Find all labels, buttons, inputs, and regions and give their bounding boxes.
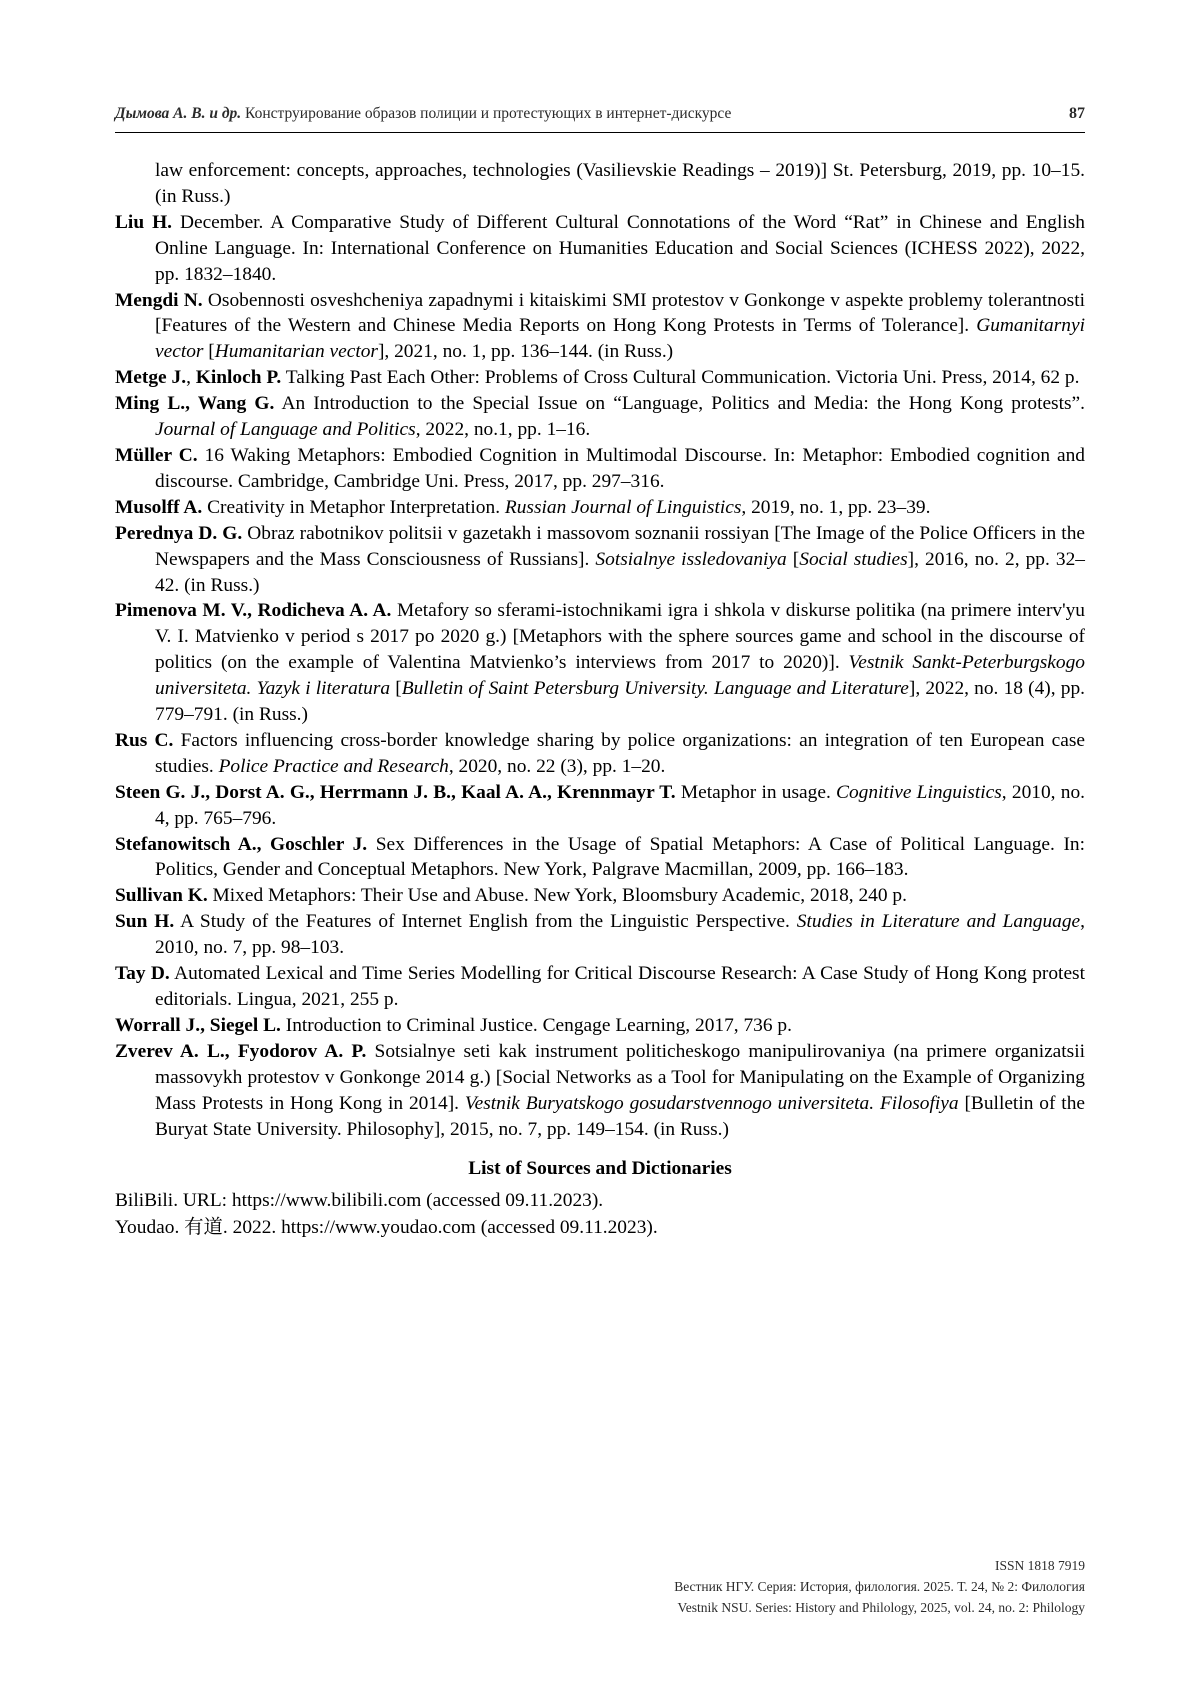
reference-text-run: Police Practice and Research — [218, 755, 449, 777]
reference-entries — [115, 158, 1085, 1142]
reference-entry — [115, 210, 1085, 288]
reference-entry — [115, 288, 1085, 366]
reference-text-run: Mengdi N. — [115, 289, 203, 311]
reference-text-run: Social studies — [799, 548, 908, 570]
reference-entry — [115, 883, 1085, 909]
running-head — [115, 105, 731, 123]
reference-text-run: Cognitive Linguistics — [836, 781, 1002, 803]
reference-text-run: , — [186, 367, 196, 389]
reference-text-run: Pimenova M. V., Rodicheva A. A. — [115, 600, 392, 622]
reference-entry — [115, 1013, 1085, 1039]
reference-text-run: Liu H. — [115, 211, 172, 233]
reference-text-run: 16 Waking Metaphors: Embodied Cognition in Multimodal Discourse. In: Metaphor: Embodied cognition and discourse. Cambridge, Cambridge Uni. Press, 2017, pp. 297–316. — [155, 444, 1086, 492]
reference-text-run: ], 2016, no. 2, pp. 32–42. (in Russ.) — [155, 548, 1085, 596]
reference-text-run: Gumanitarnyi vector — [155, 315, 1085, 363]
reference-text-run: Worrall J., Siegel L. — [115, 1014, 281, 1036]
reference-text-run: [Bulletin of the Buryat State University. Philosophy], 2015, no. 7, pp. 149–154. (in Russ.) — [155, 1092, 1085, 1140]
reference-text-run: , 2019, no. 1, pp. 23–39. — [741, 496, 931, 518]
references-list — [115, 158, 1085, 1241]
page-header — [115, 105, 1085, 123]
reference-entry — [115, 780, 1085, 832]
reference-text-run: Mixed Metaphors: Their Use and Abuse. New York, Bloomsbury Academic, 2018, 240 p. — [207, 885, 907, 907]
reference-entry — [115, 961, 1085, 1013]
reference-text-run: Zverev A. L., Fyodorov A. P. — [115, 1040, 367, 1062]
reference-text-run: December. A Comparative Study of Different Cultural Connotations of the Word “Rat” in Chinese and English Online Language. In: International Conference on Humanities Education and Social Sciences (ICHESS 2022), 2022, pp. 1832–1840. — [155, 211, 1085, 285]
reference-text-run: Tay D. — [115, 963, 170, 985]
reference-text-run: Talking Past Each Other: Problems of Cross Cultural Communication. Victoria Uni. Press, 2014, 62 p. — [281, 367, 1080, 389]
reference-entry — [115, 521, 1085, 599]
header-divider — [115, 132, 1085, 133]
reference-text-run: Perednya D. G. — [115, 522, 243, 544]
reference-text-run: Humanitarian vector — [214, 341, 378, 363]
reference-text-run: Ming L., Wang G. — [115, 393, 275, 415]
reference-entry — [115, 158, 1085, 210]
reference-text-run: Müller C. — [115, 444, 198, 466]
running-head-authors: Дымова А. В. и др. — [115, 105, 242, 122]
reference-text-run: Metafory so sferami-istochnikami igra i shkola v diskurse politika (na primere interv'yu V. I. Matvienko v period s 2017 po 2020 g.) [Metaphors with the sphere sources game and school in the discourse of politics (on the example of Valentina Matvienko’s interviews from 2017 to 2020)]. — [155, 600, 1085, 674]
reference-entry — [115, 1039, 1085, 1143]
source-entry: Youdao. 有道. 2022. https://www.youdao.com (accessed 09.11.2023). — [115, 1216, 658, 1238]
reference-text-run: An Introduction to the Special Issue on “Language, Politics and Media: the Hong Kong protests”. — [274, 393, 1085, 415]
reference-entry — [115, 365, 1085, 391]
reference-text-run: Bulletin of Saint Petersburg University. Language and Literature — [401, 678, 909, 700]
reference-text-run: Sun H. — [115, 911, 175, 933]
sources-heading: List of Sources and Dictionaries — [468, 1158, 732, 1180]
reference-text-run: , 2020, no. 22 (3), pp. 1–20. — [448, 755, 666, 777]
reference-text-run: ], 2021, no. 1, pp. 136–144. (in Russ.) — [377, 341, 674, 363]
reference-text-run: Creativity in Metaphor Interpretation. — [202, 496, 505, 518]
page-number: 87 — [1069, 105, 1085, 122]
reference-text-run: Journal of Language and Politics — [155, 419, 416, 441]
reference-text-run: Sex Differences in the Usage of Spatial Metaphors: A Case of Political Language. In: Politics, Gender and Conceptual Metaphors. New York, Palgrave Macmillan, 2009, pp. 166–183. — [155, 833, 1085, 881]
reference-text-run: Vestnik Sankt-Peterburgskogo universiteta. Yazyk i literatura — [155, 652, 1085, 700]
reference-text-run: [ — [395, 678, 402, 700]
reference-text-run: , 2010, no. 7, pp. 98–103. — [155, 911, 1086, 959]
reference-text-run: Metaphor in usage. — [675, 781, 837, 803]
reference-text-run: A Study of the Features of Internet English from the Linguistic Perspective. — [174, 911, 797, 933]
reference-text-run: law enforcement: concepts, approaches, technologies (Vasilievskie Readings – 2019)] St. Petersburg, 2019, pp. 10–15. (in Russ.) — [155, 160, 1085, 207]
running-head-title: Конструирование образов полиции и протестующих в интернет-дискурсе — [245, 105, 732, 122]
reference-text-run: Musolff A. — [115, 496, 203, 518]
reference-text-run: ], 2022, no. 18 (4), pp. 779–791. (in Russ.) — [155, 678, 1086, 726]
reference-entry — [115, 495, 1085, 521]
reference-text-run: Rus C. — [115, 729, 174, 751]
reference-text-run: , 2010, no. 4, pp. 765–796. — [155, 781, 1085, 829]
reference-entry — [115, 443, 1085, 495]
reference-text-run: Metge J. — [115, 367, 187, 389]
footer-journal-ru: Вестник НГУ. Серия: История, филология. 2025. Т. 24, № 2: Филология — [674, 1579, 1085, 1595]
reference-entry — [115, 391, 1085, 443]
reference-text-run: Sotsialnye issledovaniya — [595, 548, 793, 570]
reference-text-run: Steen G. J., Dorst A. G., Herrmann J. B., Kaal A. A., Krennmayr T. — [115, 781, 676, 803]
footer-issn: ISSN 1818 7919 — [994, 1558, 1085, 1574]
sources-entries — [115, 1188, 1085, 1240]
footer-journal-en: Vestnik NSU. Series: History and Philology, 2025, vol. 24, no. 2: Philology — [677, 1600, 1085, 1616]
reference-text-run: Sullivan K. — [115, 885, 208, 907]
reference-entry — [115, 832, 1085, 884]
reference-text-run: Stefanowitsch A., Goschler J. — [115, 833, 368, 855]
reference-text-run: , 2022, no.1, pp. 1–16. — [415, 419, 591, 441]
reference-text-run: Factors influencing cross-border knowledge sharing by police organizations: an integration of ten European case studies. — [155, 729, 1085, 777]
reference-text-run: Obraz rabotnikov politsii v gazetakh i massovom soznanii rossiyan [The Image of the Police Officers in the Newspapers and the Mass Consciousness of Russians]. — [155, 522, 1085, 570]
reference-text-run: [ — [792, 548, 800, 570]
reference-text-run: Vestnik Buryatskogo gosudarstvennogo universiteta. Filosofiya — [464, 1092, 965, 1114]
reference-text-run: Automated Lexical and Time Series Modelling for Critical Discourse Research: A Case Study of Hong Kong protest editorials. Lingua, 2021, 255 p. — [155, 963, 1085, 1010]
reference-text-run: Sotsialnye seti kak instrument politicheskogo manipulirovaniya (na primere organizatsii massovykh protestov v Gonkonge 2014 g.) [Social Networks as a Tool for Manipulating on the Example of Organizing Mass Protests in Hong Kong in 2014]. — [155, 1040, 1085, 1114]
reference-text-run: Osobennosti osveshcheniya zapadnymi i kitaiskimi SMI protestov v Gonkonge v aspekte problemy tolerantnosti [Features of the Western and Chinese Media Reports on Hong Kong Protests in Terms of Tolerance]. — [155, 289, 1085, 337]
reference-text-run: Studies in Literature and Language — [796, 911, 1081, 933]
reference-text-run: Introduction to Criminal Justice. Cengage Learning, 2017, 736 p. — [280, 1014, 792, 1036]
reference-text-run: Russian Journal of Linguistics — [504, 496, 742, 518]
page-footer — [674, 1556, 1085, 1619]
reference-entry — [115, 909, 1085, 961]
reference-entry — [115, 598, 1085, 728]
reference-text-run: [ — [208, 341, 215, 363]
reference-text-run: Kinloch P. — [195, 367, 282, 389]
reference-entry — [115, 728, 1085, 780]
source-entry: BiliBili. URL: https://www.bilibili.com (accessed 09.11.2023). — [115, 1190, 604, 1212]
